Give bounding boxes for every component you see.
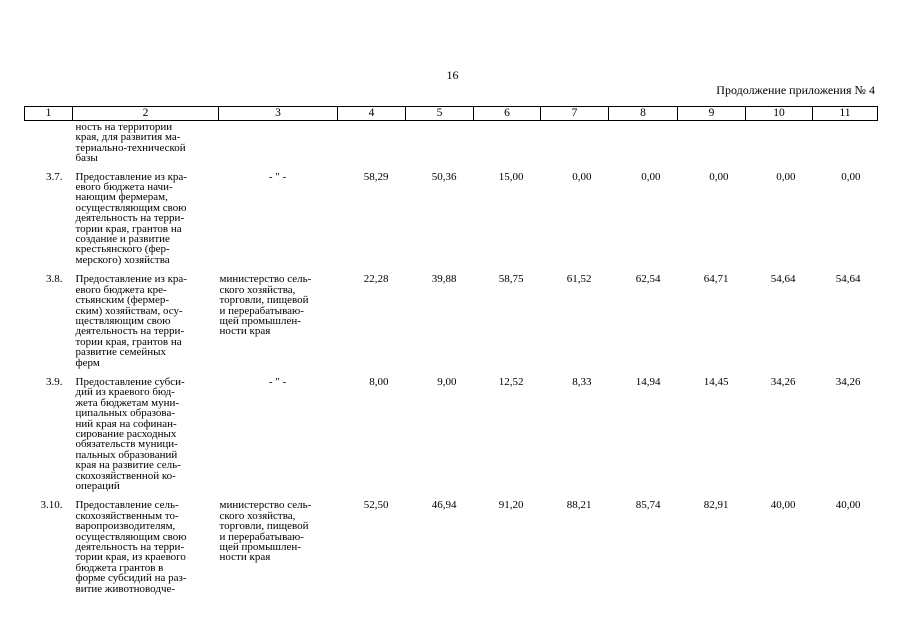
executor: министерство сель- ского хозяйства, торговли, пищевой и перерабатываю- щей промышлен- ности края [219, 273, 312, 338]
column-header: 3 [219, 107, 338, 121]
measure-description: Предоставление из кра- евого бюджета кре- стьянским (фермер- ским) хозяйствам, осу- ществляющим свою деятельность на терри- тории края, грантов на развитие семейных ферм [75, 273, 187, 369]
value-cell: 54,64 [835, 273, 861, 286]
column-header: 6 [474, 107, 541, 121]
value-cell: 34,26 [835, 375, 861, 388]
value-cell [474, 121, 541, 168]
value-cell: 40,00 [770, 499, 796, 512]
row-number: 3.10. [40, 499, 63, 512]
value-cell: 9,00 [437, 375, 457, 388]
value-cell [338, 121, 406, 168]
value-cell: 58,75 [498, 273, 524, 286]
value-cell: 40,00 [835, 499, 861, 512]
value-cell: 15,00 [498, 170, 524, 183]
value-cell: 39,88 [431, 273, 457, 286]
measure-description: Предоставление субси- дий из краевого бюд- жета бюджетам муни- ципальных образова- ний края на софинан- сирование расходных обязательств муници- пальных образований края на развитие сель- скохозяйственной ко- операций [75, 375, 185, 492]
table-row [25, 168, 878, 271]
column-header: 10 [746, 107, 813, 121]
executor: - " - [268, 375, 287, 388]
table-row [25, 496, 878, 599]
measure-description: Предоставление сель- скохозяйственным то- варопроизводителям, осуществляющим свою деятельность на терри- тории края, из краевого бюджета грантов в форме субсидий на раз- витие животноводче- [75, 499, 187, 595]
table-row [25, 373, 878, 496]
value-cell: 0,00 [572, 170, 592, 183]
value-cell: 54,64 [770, 273, 796, 286]
measure-description: ность на территории края, для развития ма- териально-технической базы [75, 121, 186, 165]
value-cell: 14,94 [635, 375, 661, 388]
row-number: 3.7. [46, 170, 63, 183]
column-header: 11 [813, 107, 878, 121]
value-cell: 91,20 [498, 499, 524, 512]
column-header: 1 [25, 107, 73, 121]
row-number [25, 121, 73, 168]
row-number: 3.8. [46, 273, 63, 286]
value-cell: 12,52 [498, 375, 524, 388]
value-cell: 88,21 [566, 499, 592, 512]
table-row [25, 270, 878, 373]
value-cell: 22,28 [363, 273, 389, 286]
appendix-table [24, 106, 878, 599]
table-header-row [25, 107, 878, 121]
appendix-continuation-note: Продолжение приложения № 4 [716, 83, 875, 97]
column-header: 8 [609, 107, 678, 121]
value-cell [406, 121, 474, 168]
value-cell: 46,94 [431, 499, 457, 512]
value-cell: 34,26 [770, 375, 796, 388]
value-cell: 8,00 [369, 375, 389, 388]
value-cell: 0,00 [641, 170, 661, 183]
value-cell: 14,45 [703, 375, 729, 388]
table-row [25, 121, 878, 168]
value-cell: 82,91 [703, 499, 729, 512]
value-cell: 0,00 [709, 170, 729, 183]
value-cell: 58,29 [363, 170, 389, 183]
value-cell [746, 121, 813, 168]
value-cell: 8,33 [572, 375, 592, 388]
value-cell: 52,50 [363, 499, 389, 512]
value-cell: 64,71 [703, 273, 729, 286]
measure-description: Предоставление из кра- евого бюджета начи- нающим фермерам, осуществляющим свою деятельность на терри- тории края, грантов на создание и развитие крестьянского (фер- мерского) хозяйства [75, 170, 187, 266]
executor [219, 121, 338, 168]
value-cell: 50,36 [431, 170, 457, 183]
value-cell [541, 121, 609, 168]
column-header: 7 [541, 107, 609, 121]
executor: министерство сель- ского хозяйства, торговли, пищевой и перерабатываю- щей промышлен- ности края [219, 499, 312, 564]
page-number: 16 [446, 68, 459, 82]
value-cell [678, 121, 746, 168]
value-cell: 0,00 [841, 170, 861, 183]
value-cell: 85,74 [635, 499, 661, 512]
column-header: 2 [73, 107, 219, 121]
row-number: 3.9. [46, 375, 63, 388]
value-cell: 0,00 [776, 170, 796, 183]
column-header: 9 [678, 107, 746, 121]
value-cell: 62,54 [635, 273, 661, 286]
value-cell [813, 121, 878, 168]
column-header: 4 [338, 107, 406, 121]
executor: - " - [268, 170, 287, 183]
value-cell [609, 121, 678, 168]
value-cell: 61,52 [566, 273, 592, 286]
column-header: 5 [406, 107, 474, 121]
